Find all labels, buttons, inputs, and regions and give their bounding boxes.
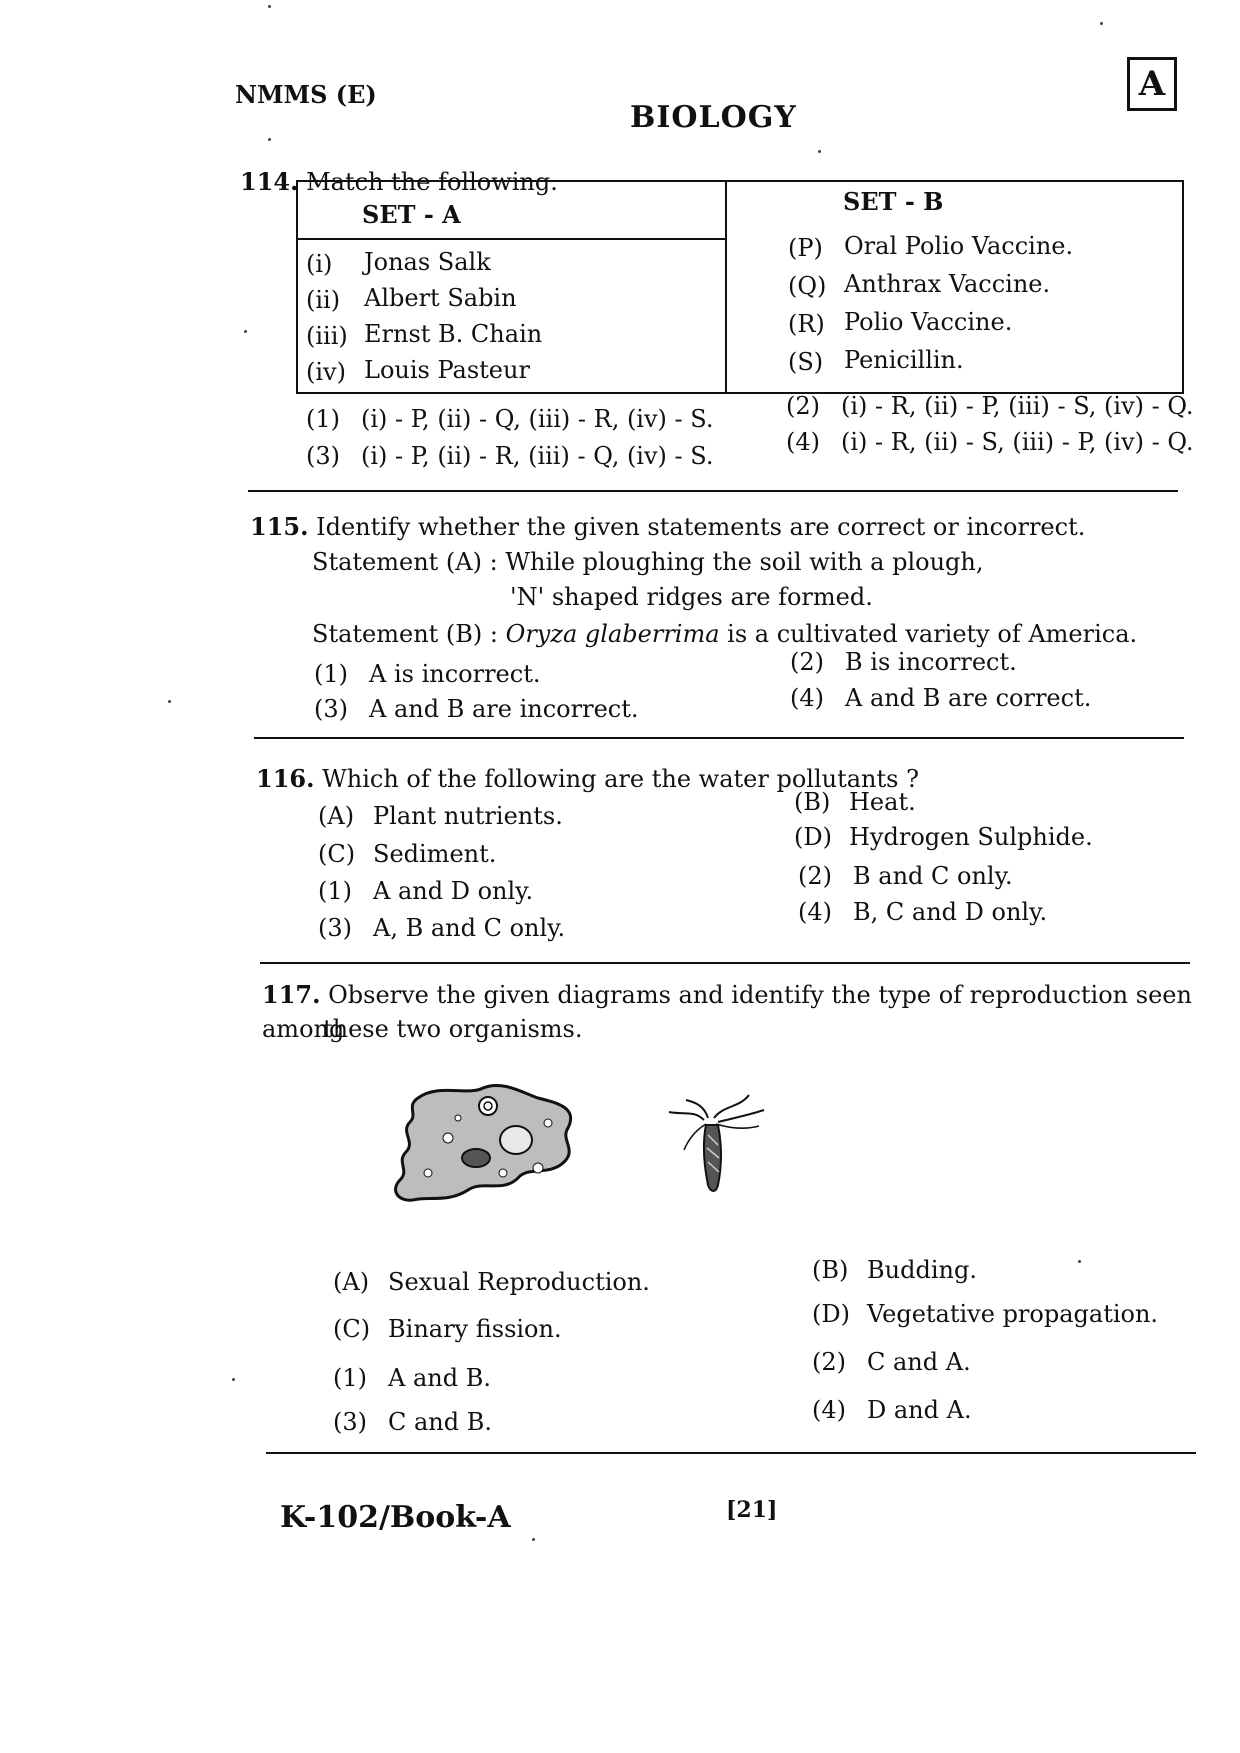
paper-set-box: A (1127, 57, 1177, 111)
option-number: (2) (798, 862, 832, 890)
table-header-line (298, 238, 725, 240)
option-number: (4) (790, 684, 824, 712)
answer-option[interactable] (790, 648, 1017, 676)
option-number: (4) (798, 898, 832, 926)
scan-speck (244, 330, 247, 333)
item-text: Vegetative propagation. (867, 1300, 1159, 1328)
set-a-label: (i) (306, 250, 333, 278)
answer-option[interactable] (306, 442, 714, 470)
option-number: (1) (333, 1364, 367, 1392)
statement-item (318, 840, 496, 868)
set-a-label: (iv) (306, 358, 346, 386)
option-text: (i) - P, (ii) - R, (iii) - Q, (iv) - S. (361, 442, 714, 470)
option-text: A is incorrect. (369, 660, 541, 688)
set-b-item: Oral Polio Vaccine. (844, 232, 1074, 260)
answer-option[interactable] (798, 898, 1047, 926)
subject-title: BIOLOGY (630, 100, 797, 135)
item-letter: (A) (333, 1268, 370, 1296)
question-separator (254, 737, 1184, 739)
scan-speck (268, 138, 271, 141)
booklet-code: K-102/Book-A (280, 1500, 511, 1535)
option-number: (2) (812, 1348, 846, 1376)
item-letter: (C) (333, 1315, 371, 1343)
option-text: A, B and C only. (373, 914, 566, 942)
option-text: (i) - P, (ii) - Q, (iii) - R, (iv) - S. (361, 405, 714, 433)
page-number: [21] (726, 1497, 778, 1523)
set-a-label: (ii) (306, 286, 341, 314)
question-115 (250, 510, 1085, 544)
item-text: Binary fission. (388, 1315, 562, 1343)
statement-item (318, 802, 563, 830)
statement-b-prefix: Statement (B) : (312, 620, 506, 648)
set-b-label: (P) (788, 234, 823, 262)
set-b-item: Penicillin. (844, 346, 964, 374)
option-number: (3) (314, 695, 348, 723)
scan-speck (532, 1538, 535, 1541)
option-text: C and A. (867, 1348, 971, 1376)
option-number: (1) (306, 405, 340, 433)
scan-speck (1100, 22, 1103, 25)
set-b-label: (R) (788, 310, 825, 338)
answer-option[interactable] (786, 428, 1194, 456)
set-a-item: Albert Sabin (364, 284, 517, 312)
statement-item (333, 1315, 562, 1343)
statement-item (794, 823, 1093, 851)
option-number: (2) (786, 392, 820, 420)
item-letter: (C) (318, 840, 356, 868)
option-text: A and B. (388, 1364, 491, 1392)
hydra-diagram (664, 1090, 774, 1200)
question-text-cont: these two organisms. (323, 1015, 583, 1043)
answer-option[interactable] (314, 695, 638, 723)
statement-b (312, 617, 1137, 651)
option-text: A and B are incorrect. (369, 695, 639, 723)
set-a-item: Ernst B. Chain (364, 320, 543, 348)
set-b-item: Anthrax Vaccine. (844, 270, 1051, 298)
answer-option[interactable] (333, 1364, 491, 1392)
set-b-label: (Q) (788, 272, 827, 300)
table-divider (725, 182, 727, 392)
item-letter: (D) (812, 1300, 850, 1328)
item-letter: (B) (794, 788, 831, 816)
set-b-item: Polio Vaccine. (844, 308, 1013, 336)
answer-option[interactable] (333, 1408, 492, 1436)
question-number: 115. (250, 512, 309, 541)
item-letter: (B) (812, 1256, 849, 1284)
item-text: Plant nutrients. (373, 802, 563, 830)
question-separator (248, 490, 1178, 492)
statement-item (812, 1300, 1158, 1328)
item-letter: (D) (794, 823, 832, 851)
question-text: Observe the given diagrams and identify the type of reproduction seen among (262, 981, 1192, 1043)
statement-item (812, 1256, 977, 1284)
set-a-item: Jonas Salk (364, 248, 491, 276)
option-number: (3) (318, 914, 352, 942)
option-number: (1) (314, 660, 348, 688)
option-number: (4) (812, 1396, 846, 1424)
question-number: 114. (240, 167, 299, 196)
set-b-label: (S) (788, 348, 824, 376)
item-text: Sexual Reproduction. (388, 1268, 650, 1296)
scan-speck (1078, 1260, 1081, 1263)
answer-option[interactable] (786, 392, 1194, 420)
option-text: B and C only. (853, 862, 1013, 890)
option-number: (1) (318, 877, 352, 905)
answer-option[interactable] (306, 405, 714, 433)
statement-a-cont: 'N' shaped ridges are formed. (510, 583, 873, 611)
option-number: (2) (790, 648, 824, 676)
statement-a: Statement (A) : While ploughing the soil with a plough, (312, 548, 984, 576)
question-number: 116. (256, 764, 315, 793)
option-text: D and A. (867, 1396, 972, 1424)
option-number: (3) (333, 1408, 367, 1436)
exam-code: NMMS (E) (235, 80, 377, 109)
option-number: (4) (786, 428, 820, 456)
answer-option[interactable] (318, 914, 565, 942)
answer-option[interactable] (314, 660, 540, 688)
question-separator (260, 962, 1190, 964)
item-letter: (A) (318, 802, 355, 830)
scan-speck (232, 1378, 235, 1381)
item-text: Heat. (849, 788, 916, 816)
scan-speck (268, 5, 271, 8)
option-text: A and D only. (373, 877, 534, 905)
amoeba-diagram (388, 1078, 588, 1208)
option-text: C and B. (388, 1408, 493, 1436)
statement-item (794, 788, 916, 816)
option-text: B is incorrect. (845, 648, 1017, 676)
statement-b-suffix: is a cultivated variety of America. (719, 620, 1138, 648)
statement-item (333, 1268, 650, 1296)
question-text: Which of the following are the water pollutants ? (322, 765, 919, 793)
set-a-item: Louis Pasteur (364, 356, 530, 384)
option-text: (i) - R, (ii) - S, (iii) - P, (iv) - Q. (841, 428, 1194, 456)
scan-speck (818, 150, 821, 153)
question-text: Match the following. (306, 168, 558, 196)
item-text: Hydrogen Sulphide. (849, 823, 1093, 851)
option-text: (i) - R, (ii) - P, (iii) - S, (iv) - Q. (841, 392, 1194, 420)
set-a-title: SET - A (362, 200, 461, 229)
question-number: 117. (262, 980, 321, 1009)
answer-option[interactable] (318, 877, 533, 905)
answer-option[interactable] (790, 684, 1091, 712)
answer-option[interactable] (812, 1348, 971, 1376)
option-text: B, C and D only. (853, 898, 1048, 926)
item-text: Budding. (867, 1256, 977, 1284)
question-text: Identify whether the given statements are correct or incorrect. (316, 513, 1086, 541)
set-a-label: (iii) (306, 322, 348, 350)
option-number: (3) (306, 442, 340, 470)
page-footer-separator (266, 1452, 1196, 1454)
scan-speck (168, 700, 171, 703)
item-text: Sediment. (373, 840, 497, 868)
option-text: A and B are correct. (845, 684, 1092, 712)
answer-option[interactable] (798, 862, 1013, 890)
set-b-title: SET - B (843, 187, 944, 216)
answer-option[interactable] (812, 1396, 972, 1424)
species-name: Oryza glaberrima (505, 620, 720, 648)
match-table (296, 180, 1184, 394)
